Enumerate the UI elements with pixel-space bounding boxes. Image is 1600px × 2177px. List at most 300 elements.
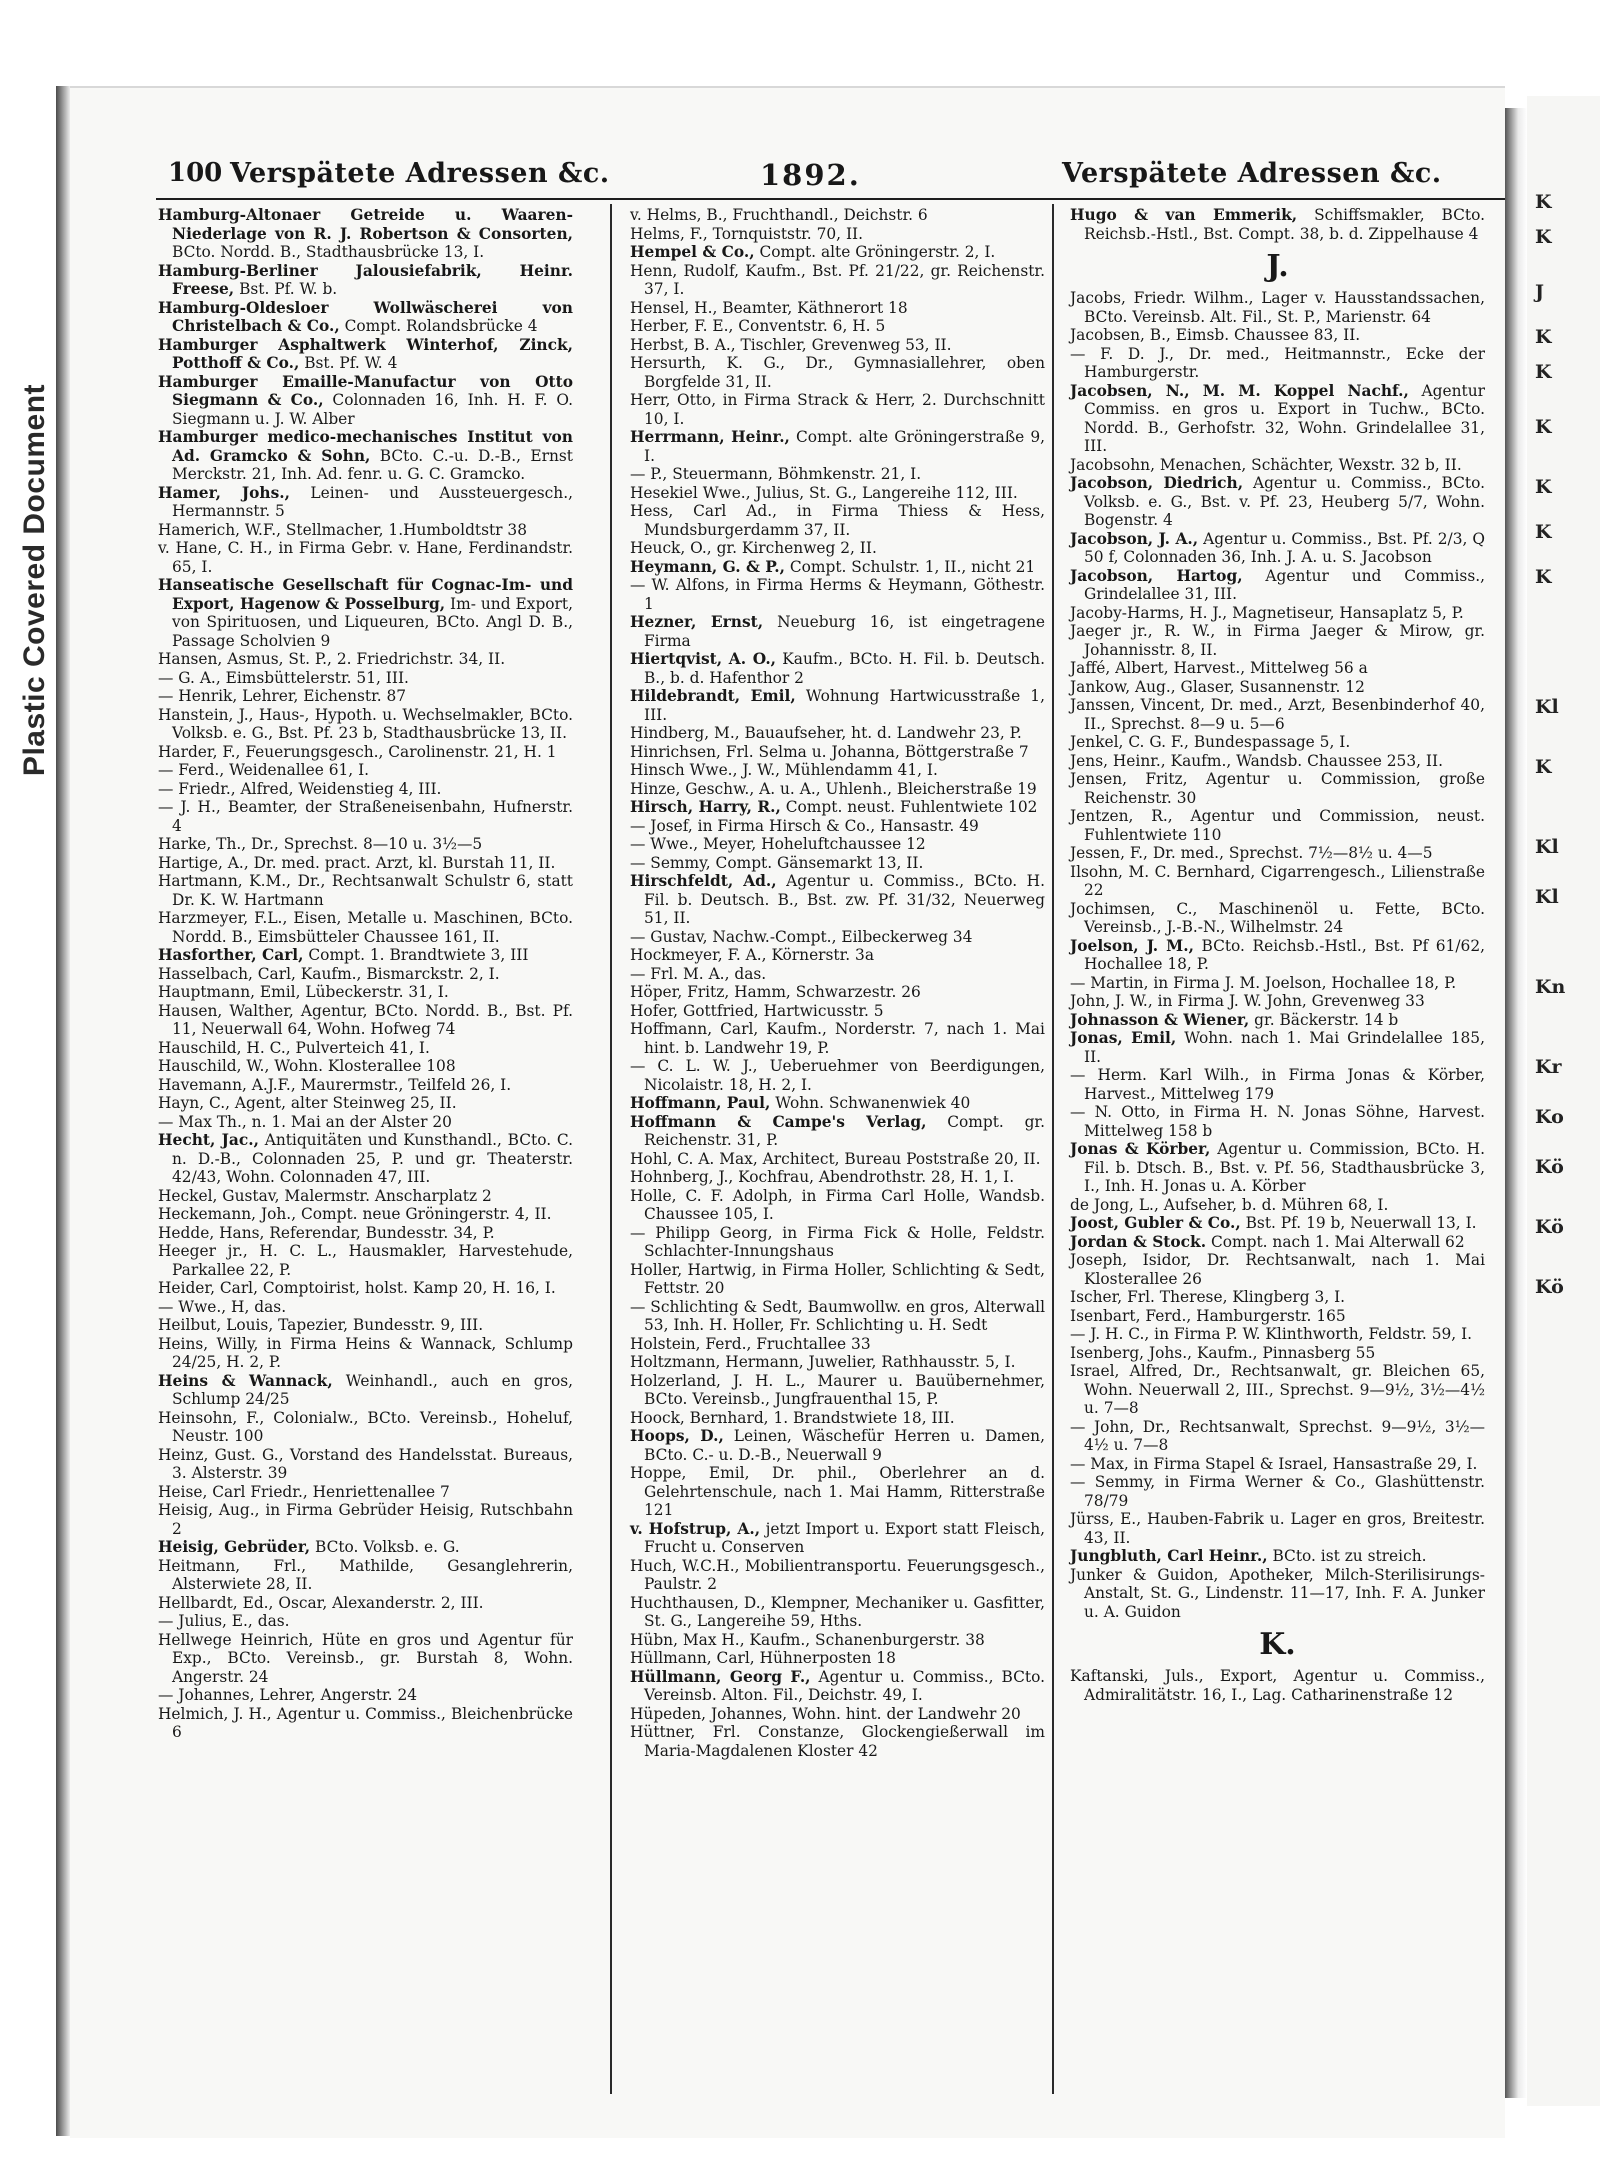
directory-entry [630,1298,1045,1335]
entry-text: Hüpeden, Johannes, Wohn. hint. der Landwehr 20 [630,1704,1021,1723]
entry-name: v. Hofstrup, A., [630,1519,761,1538]
directory-entry [158,1631,573,1687]
entry-text: John, J. W., in Firma J. W. John, Grevenweg 33 [1070,992,1425,1010]
entry-name: Hirschfeldt, Ad., [630,872,777,890]
entry-name: Hamburg-Berliner Jalousiefabrik, Heinr. Freese, [158,261,573,298]
directory-entry [1070,974,1485,993]
entry-text: Jaeger jr., R. W., in Firma Jaeger & Mirow, gr. Johannisstr. 8, II. [1070,622,1485,659]
directory-entry [630,1094,1045,1113]
next-page-fragment: K [1535,326,1552,348]
directory-entry [630,225,1045,244]
directory-entry [1070,678,1485,697]
entry-text: Herbst, B. A., Tischler, Grevenweg 53, II. [630,335,952,354]
entry-name: Hiertqvist, A. O., [630,650,777,668]
directory-entry [1070,733,1485,752]
entry-text: Compt. gr. Reichenstr. 31, P. [644,1112,1045,1149]
entry-name: Hildebrandt, Emil, [630,687,796,705]
directory-entry [1070,1566,1485,1622]
entry-text: Hartmann, K.M., Dr., Rechtsanwalt Schulstr 6, statt Dr. K. W. Hartmann [158,872,573,909]
directory-entry [1070,1307,1485,1326]
entry-name: Hamburg-Oldesloer Wollwäscherei von Christelbach & Co., [158,298,573,335]
directory-entry [630,1594,1045,1631]
directory-entry [630,1409,1045,1428]
entry-text: BCto. C.-u. D.-B., Ernst Merckstr. 21, Inh. Ad. fenr. u. G. C. Gramcko. [172,446,573,483]
directory-entry [158,336,573,373]
directory-entry [1070,844,1485,863]
entry-text: Bst. Pf. 19 b, Neuerwall 13, I. [1240,1214,1477,1232]
entry-text: — N. Otto, in Firma H. N. Jonas Söhne, Harvest. Mittelweg 158 b [1070,1103,1485,1140]
entry-name: Jonas & Körber, [1070,1140,1211,1158]
directory-entry [1070,1011,1485,1030]
directory-entry [630,336,1045,355]
entry-name: Heins & Wannack, [158,1371,333,1390]
directory-entry [630,835,1045,854]
next-page-fragment: K [1535,416,1552,438]
directory-entry [630,484,1045,503]
directory-entry [158,1686,573,1705]
entry-text: — Josef, in Firma Hirsch & Co., Hansastr. 49 [630,816,979,835]
directory-entry [1070,289,1485,326]
entry-name: Hempel & Co., [630,243,755,261]
next-page-fragment: Kl [1535,886,1559,908]
directory-entry [158,1279,573,1298]
entry-text: BCto. Reichsb.-Hstl., Bst. Pf 61/62, Hochallee 18, P. [1084,936,1486,973]
entry-name: Hamburger Asphaltwerk Winterhof, Zinck, Potthoff & Co., [158,335,573,372]
entry-name: Hecht, Jac., [158,1131,259,1149]
next-page-fragment: K [1535,191,1552,213]
entry-text: Jürss, E., Hauben-Fabrik u. Lager en gros, Breitestr. 43, II. [1070,1510,1485,1547]
directory-entry [158,576,573,650]
entry-name: Hasforther, Carl, [158,946,304,964]
entry-text: Holler, Hartwig, in Firma Holler, Schlichting & Sedt, Fettstr. 20 [630,1260,1045,1297]
directory-entry [158,1131,573,1187]
entry-text: Agentur und Commiss., Grindelallee 31, III. [1084,566,1486,603]
directory-entry [1070,1362,1485,1418]
directory-entry [158,373,573,429]
next-page-fragment: Kn [1535,976,1566,998]
entry-text: — J. H. C., in Firma P. W. Klinthworth, Feldstr. 59, I. [1070,1325,1473,1343]
entry-text: v. Hane, C. H., in Firma Gebr. v. Hane, Ferdinandstr. 65, I. [158,539,573,576]
directory-entry [1070,659,1485,678]
entry-text: BCto. ist zu streich. [1267,1547,1427,1565]
entry-text: — Semmy, in Firma Werner & Co., Glashüttenstr. 78/79 [1070,1473,1485,1510]
directory-entry [630,576,1045,613]
entry-text: — Max Th., n. 1. Mai an der Alster 20 [158,1112,452,1131]
directory-entry [630,1427,1045,1464]
entry-text: Schiffsmakler, BCto. Reichsb.-Hstl., Bst. Compt. 38, b. d. Zippelhause 4 [1084,206,1485,243]
directory-entry [630,1224,1045,1261]
entry-text: Hübn, Max H., Kaufm., Schanenburgerstr. 38 [630,1630,985,1649]
directory-entry [630,1631,1045,1650]
entry-text: Agentur u. Commiss., BCto. Vereinsb. Alton. Fil., Deichstr. 49, I. [644,1667,1045,1704]
directory-entry [1070,1196,1485,1215]
running-head-left: Verspätete Adressen &c. [230,158,610,189]
directory-entry [1070,1418,1485,1455]
entry-text: Heinz, Gust. G., Vorstand des Handelsstat. Bureaus, 3. Alsterstr. 39 [158,1445,573,1482]
next-page-fragment: K [1535,476,1552,498]
entry-text: Bst. Pf. W. 4 [299,354,398,372]
entry-text: Harder, F., Feuerungsgesch., Carolinenstr. 21, H. 1 [158,742,557,761]
entry-text: Heckel, Gustav, Malermstr. Anscharplatz 2 [158,1186,492,1205]
entry-text: — Frl. M. A., das. [630,964,767,983]
directory-entry [1070,1140,1485,1196]
entry-text: Agentur u. Commission, BCto. H. Fil. b. Dtsch. B., Bst. v. Pf. 56, Stadthausbrücke 3, I., Inh. H. Jonas u. A. Körber [1084,1140,1485,1195]
directory-entry [158,1039,573,1058]
entry-text: Hockmeyer, F. A., Körnerstr. 3a [630,946,875,964]
directory-entry [630,1057,1045,1094]
entry-text: Holstein, Ferd., Fruchtallee 33 [630,1334,871,1353]
directory-entry [630,687,1045,724]
page-number: 100 [168,158,223,188]
entry-text: jetzt Import u. Export statt Fleisch, Frucht u. Conserven [644,1519,1045,1556]
entry-text: Heise, Carl Friedr., Henriettenallee 7 [158,1482,450,1501]
directory-entry [1070,1251,1485,1288]
directory-entry [1070,474,1485,530]
entry-text: Joseph, Isidor, Dr. Rechtsanwalt, nach 1. Mai Klosterallee 26 [1070,1251,1485,1288]
entry-text: Israel, Alfred, Dr., Rechtsanwalt, gr. Bleichen 65, Wohn. Neuerwall 2, III., Sprechst. 9—9½, 3½—4½ u. 7—8 [1070,1362,1485,1417]
directory-entry [158,1612,573,1631]
directory-entry [158,687,573,706]
directory-entry [158,1298,573,1317]
directory-entry [158,669,573,688]
directory-entry [1070,1547,1485,1566]
directory-entry [630,1705,1045,1724]
entry-text: Heilbut, Louis, Tapezier, Bundesstr. 9, III. [158,1316,484,1334]
directory-entry [630,1150,1045,1169]
entry-name: Joelson, J. M., [1070,936,1194,955]
entry-text: Hartige, A., Dr. med. pract. Arzt, kl. Burstah 11, II. [158,853,556,872]
entry-name: Hoops, D., [630,1427,724,1445]
directory-entry [630,928,1045,947]
entry-text: Hansen, Asmus, St. P., 2. Friedrichstr. 34, II. [158,650,506,668]
directory-entry [1070,567,1485,604]
next-page-fragment: Kr [1535,1056,1562,1078]
directory-entry [630,1520,1045,1557]
directory-entry [630,299,1045,318]
entry-text: Hoffmann, Carl, Kaufm., Norderstr. 7, nach 1. Mai hint. b. Landwehr 19, P. [630,1020,1045,1057]
entry-text: Weinhandl., auch en gros, Schlump 24/25 [172,1371,574,1408]
entry-text: Heitmann, Frl., Mathilde, Gesanglehrerin, Alsterwiete 28, II. [158,1556,573,1593]
entry-name: Hamer, Johs., [158,483,290,502]
directory-entry [158,262,573,299]
entry-text: — F. D. J., Dr. med., Heitmannstr., Ecke der Hamburgerstr. [1070,344,1485,381]
directory-entry [1070,345,1485,382]
directory-entry [630,1261,1045,1298]
entry-text: — Gustav, Nachw.-Compt., Eilbeckerweg 34 [630,927,973,946]
directory-entry [1070,696,1485,733]
directory-page [70,86,1505,2138]
directory-entry [630,613,1045,650]
directory-entry [158,1335,573,1372]
entry-text: Wohn. nach 1. Mai Grindelallee 185, II. [1084,1029,1485,1066]
entry-text: Hüllmann, Carl, Hühnerposten 18 [630,1649,896,1667]
entry-text: Jochimsen, C., Maschinenöl u. Fette, BCto. Vereinsb., J.-B.-N., Wilhelmstr. 24 [1070,899,1485,936]
entry-text: — Henrik, Lehrer, Eichenstr. 87 [158,687,407,705]
directory-entry [158,1372,573,1409]
directory-entry [630,946,1045,965]
entry-text: Hellwege Heinrich, Hüte en gros und Agentur für Exp., BCto. Vereinsb., gr. Burstah 8, Wohn. Angerstr. 24 [158,1630,573,1686]
entry-text: Agentur u. Commiss., BCto. Volksb. e. G., Bst. v. Pf. 23, Heuberg 5/7, Wohn. Bogenstr. 4 [1084,474,1485,529]
entry-text: Kaufm., BCto. H. Fil. b. Deutsch. B., b. d. Hafenthor 2 [644,650,1045,687]
entry-text: Havemann, A.J.F., Maurermstr., Teilfeld 26, I. [158,1075,512,1094]
entry-text: Huchthausen, D., Klempner, Mechaniker u. Gasfitter, St. G., Langereihe 59, Hths. [630,1593,1045,1630]
directory-entry [1070,382,1485,456]
directory-entry [630,743,1045,762]
directory-entry [158,780,573,799]
entry-text: Hellbardt, Ed., Oscar, Alexanderstr. 2, III. [158,1593,484,1612]
entry-text: — Julius, E., das. [158,1612,290,1630]
entry-text: Holtzmann, Hermann, Juwelier, Rathhausstr. 5, I. [630,1353,1016,1371]
entry-text: BCto. Nordd. B., Stadthausbrücke 13, I. [172,243,485,261]
entry-name: Jacobson, Diedrich, [1070,474,1244,492]
entry-text: Compt. alte Gröningerstraße 9, I. [644,428,1046,465]
entry-text: — P., Steuermann, Böhmkenstr. 21, I. [630,465,922,483]
entry-text: BCto. Volksb. e. G. [310,1538,460,1556]
entry-text: Hinrichsen, Frl. Selma u. Johanna, Böttgerstraße 7 [630,742,1029,761]
side-label: Plastic Covered Document [18,383,51,777]
directory-entry [630,539,1045,558]
directory-entry [630,391,1045,428]
entry-name: Hoffmann & Campe's Verlag, [630,1112,927,1131]
entry-text: Agentur u. Commiss., Bst. Pf. 2/3, Q 50 f, Colonnaden 36, Inh. J. A. u. S. Jacobson [1084,529,1485,566]
entry-text: Harke, Th., Dr., Sprechst. 8—10 u. 3½—5 [158,835,483,853]
page-gutter-shadow [56,86,70,2136]
entry-name: Jacobsen, N., M. M. Koppel Nachf., [1070,381,1409,400]
entry-text: Hinze, Geschw., A. u. A., Uhlenh., Bleicherstraße 19 [630,779,1037,798]
directory-entry [158,1316,573,1335]
entry-text: Hanstein, J., Haus-, Hypoth. u. Wechselmakler, BCto. Volksb. e. G., Bst. Pf. 23 b, Stadthausbrücke 13, II. [158,705,573,742]
directory-entry [630,1113,1045,1150]
directory-entry [158,835,573,854]
column-1 [158,206,573,1742]
entry-text: Im- und Export, von Spirituosen, und Liqueuren, BCto. Angl D. B., Passage Scholvien 9 [172,594,573,650]
entry-text: Hersurth, K. G., Dr., Gymnasiallehrer, oben Borgfelde 31, II. [630,354,1045,391]
entry-text: Heinsohn, F., Colonialw., BCto. Vereinsb., Hoheluf, Neustr. 100 [158,1408,573,1445]
entry-text: Leinen- und Aussteuergesch., Hermannstr. 5 [172,483,574,520]
entry-name: Hamburger Emaille-Manufactur von Otto Siegmann & Co., [158,372,573,409]
entry-text: — Max, in Firma Stapel & Israel, Hansastraße 29, I. [1070,1454,1478,1473]
entry-name: Jungbluth, Carl Heinr., [1070,1547,1268,1565]
next-page-gutter [1505,108,1527,2098]
entry-text: Jacobsohn, Menachen, Schächter, Wexstr. 32 b, II. [1070,455,1462,474]
entry-text: Isenbart, Ferd., Hamburgerstr. 165 [1070,1306,1346,1325]
directory-entry [630,872,1045,928]
directory-entry [630,817,1045,836]
entry-text: Hausen, Walther, Agentur, BCto. Nordd. B., Bst. Pf. 11, Neuerwall 64, Wohn. Hofweg 74 [158,1001,573,1038]
directory-entry [1070,1288,1485,1307]
directory-entry [630,317,1045,336]
entry-text: — Wwe., Meyer, Hoheluftchaussee 12 [630,835,926,853]
directory-entry [158,484,573,521]
entry-text: Agentur Commiss. en gros u. Export in Tuchw., BCto. Nordd. B., Gerhofstr. 32, Wohn. Grindelallee 31, III. [1084,381,1485,455]
entry-text: — Wwe., H, das. [158,1297,287,1316]
directory-entry [630,206,1045,225]
directory-entry [630,798,1045,817]
entry-name: Joost, Gubler & Co., [1070,1214,1241,1232]
entry-name: Hanseatische Gesellschaft für Cognac-Im- und Export, Hagenow & Posselburg, [158,576,573,613]
entry-text: — Friedr., Alfred, Weidenstieg 4, III. [158,779,442,798]
entry-text: Ischer, Frl. Therese, Klingberg 3, I. [1070,1288,1346,1306]
directory-entry [1070,1325,1485,1344]
entry-text: Jaffé, Albert, Harvest., Mittelweg 56 a [1070,659,1368,677]
next-page-fragment: Kl [1535,696,1559,718]
entry-text: Jacobs, Friedr. Wilhm., Lager v. Hausstandssachen, BCto. Vereinsb. Alt. Fil., St. P., Marienstr. 64 [1070,289,1485,326]
directory-entry [158,1187,573,1206]
directory-entry [1070,604,1485,623]
entry-text: Antiquitäten und Kunsthandl., BCto. C. n. D.-B., Colonnaden 25, P. und gr. Theaterstr. 42/43, Wohn. Colonnaden 47, III. [172,1131,573,1186]
directory-entry [630,1020,1045,1057]
entry-text: Jessen, F., Dr. med., Sprechst. 7½—8½ u. 4—5 [1070,844,1433,862]
directory-entry [158,1409,573,1446]
entry-text: Herber, F. E., Conventstr. 6, H. 5 [630,317,886,335]
entry-text: — Ferd., Weidenallee 61, I. [158,761,370,779]
entry-text: Huch, W.C.H., Mobilientransportu. Feuerungsgesch., Paulstr. 2 [630,1556,1045,1593]
directory-entry [1070,770,1485,807]
entry-text: Hoock, Bernhard, 1. Brandstwiete 18, III. [630,1408,955,1427]
directory-entry [158,1113,573,1132]
entry-text: Junker & Guidon, Apotheker, Milch-Sterilisirungs-Anstalt, St. G., Lindenstr. 11—17, Inh. F. A. Junker u. A. Guidon [1070,1565,1485,1621]
entry-text: Heider, Carl, Comptoirist, holst. Kamp 20, H. 16, I. [158,1279,556,1297]
directory-entry [630,761,1045,780]
entry-text: — John, Dr., Rechtsanwalt, Sprechst. 9—9½, 3½—4½ u. 7—8 [1070,1417,1485,1454]
directory-entry [1070,900,1485,937]
entry-text: Hasselbach, Carl, Kaufm., Bismarckstr. 2, I. [158,964,500,983]
entry-text: Wohn. Schwanenwiek 40 [770,1094,971,1112]
directory-entry [1070,456,1485,475]
entry-text: — G. A., Eimsbüttelerstr. 51, III. [158,668,409,687]
directory-entry [630,1649,1045,1668]
entry-name: Heymann, G. & P., [630,557,785,576]
entry-text: — Johannes, Lehrer, Angerstr. 24 [158,1686,418,1704]
directory-entry [158,206,573,262]
entry-text: Hinsch Wwe., J. W., Mühlendamm 41, I. [630,761,938,779]
entry-text: Compt. Schulstr. 1, II., nicht 21 [784,557,1036,576]
directory-entry [630,262,1045,299]
entry-text: — Schlichting & Sedt, Baumwollw. en gros, Alterwall 53, Inh. H. Holler, Fr. Schlichting u. H. Sedt [630,1297,1045,1334]
entry-text: Jensen, Fritz, Agentur u. Commission, große Reichenstr. 30 [1070,770,1485,807]
directory-entry [1070,1667,1485,1704]
directory-entry [630,558,1045,577]
directory-entry [158,1446,573,1483]
directory-entry [1070,937,1485,974]
entry-text: Heckemann, Joh., Compt. neue Gröningerstr. 4, II. [158,1205,552,1223]
directory-entry [630,1335,1045,1354]
entry-text: Hüttner, Frl. Constanze, Glockengießerwall im Maria-Magdalenen Kloster 42 [630,1723,1045,1760]
next-page-fragment: Kl [1535,836,1559,858]
directory-entry [158,872,573,909]
directory-entry [630,724,1045,743]
entry-text: — Martin, in Firma J. M. Joelson, Hochallee 18, P. [1070,973,1457,992]
entry-text: Heins, Willy, in Firma Heins & Wannack, Schlump 24/25, H. 2, P. [158,1334,573,1371]
entry-text: Bst. Pf. W. b. [234,280,338,298]
entry-text: Herr, Otto, in Firma Strack & Herr, 2. Durchschnitt 10, I. [630,391,1045,428]
entry-text: Agentur u. Commiss., BCto. H. Fil. b. Deutsch. B., Bst. zw. Pf. 31/32, Neuerweg 51, II. [644,872,1045,927]
entry-text: v. Helms, B., Fruchthandl., Deichstr. 6 [630,206,928,224]
entry-text: Jacobsen, B., Eimsb. Chaussee 83, II. [1070,326,1361,344]
directory-entry [1070,1029,1485,1066]
entry-name: Johnasson & Wiener, [1070,1010,1250,1029]
entry-text: Jenkel, C. G. F., Bundespassage 5, I. [1070,733,1351,751]
directory-entry [630,1353,1045,1372]
entry-text: Neueburg 16, ist eingetragene Firma [644,613,1045,650]
entry-text: Höper, Fritz, Hamm, Schwarzestr. 26 [630,983,921,1001]
entry-name: Hüllmann, Georg F., [630,1667,811,1686]
entry-name: Hamburg-Altonaer Getreide u. Waaren-Niederlage von R. J. Robertson & Consorten, [158,206,573,243]
section-letter: K. [1259,1627,1296,1662]
directory-entry [1070,1214,1485,1233]
entry-text: Hohl, C. A. Max, Architect, Bureau Poststraße 20, II. [630,1149,1041,1168]
entry-text: — Herm. Karl Wilh., in Firma Jonas & Körber, Harvest., Mittelweg 179 [1070,1066,1485,1103]
entry-text: Kaftanski, Juls., Export, Agentur u. Commiss., Admiralitätstr. 16, I., Lag. Catharinenstraße 12 [1070,1667,1485,1704]
entry-text: Jacoby-Harms, H. J., Magnetiseur, Hansaplatz 5, P. [1070,603,1464,622]
directory-entry [630,1557,1045,1594]
entry-text: Heisig, Aug., in Firma Gebrüder Heisig, Rutschbahn 2 [158,1501,573,1538]
entry-name: Heisig, Gebrüder, [158,1538,311,1556]
directory-entry [630,465,1045,484]
column-2 [630,206,1045,1760]
directory-entry [158,1224,573,1243]
entry-text: Hoppe, Emil, Dr. phil., Oberlehrer an d. Gelehrtenschule, nach 1. Mai Hamm, Ritterstraße 121 [630,1464,1045,1519]
directory-entry [158,706,573,743]
entry-text: Isenberg, Johs., Kaufm., Pinnasberg 55 [1070,1343,1376,1362]
next-page-fragment: Kö [1535,1216,1564,1238]
entry-name: Hezner, Ernst, [630,613,764,631]
directory-entry [630,1187,1045,1224]
column-divider [610,204,612,2094]
directory-entry [158,965,573,984]
directory-entry [158,1094,573,1113]
directory-entry [158,1057,573,1076]
directory-entry [1070,206,1485,243]
running-head-right: Verspätete Adressen &c. [1062,158,1442,189]
entry-text: Helmich, J. H., Agentur u. Commiss., Bleichenbrücke 6 [158,1704,573,1741]
directory-entry [630,1464,1045,1520]
entry-text: Jentzen, R., Agentur und Commission, neust. Fuhlentwiete 110 [1070,807,1485,844]
next-page-fragment: K [1535,756,1552,778]
directory-entry [158,1538,573,1557]
directory-entry [1070,1103,1485,1140]
directory-entry [1070,1455,1485,1474]
directory-entry [630,1668,1045,1705]
directory-entry [1070,1473,1485,1510]
directory-entry [158,983,573,1002]
entry-text: Heeger jr., H. C. L., Hausmakler, Harvestehude, Parkallee 22, P. [158,1242,573,1279]
entry-text: Hayn, C., Agent, alter Steinweg 25, II. [158,1094,457,1112]
entry-text: Compt. nach 1. Mai Alterwall 62 [1206,1232,1465,1251]
directory-entry [158,909,573,946]
directory-entry [1070,530,1485,567]
entry-text: — Semmy, Compt. Gänsemarkt 13, II. [630,853,924,872]
directory-entry [158,539,573,576]
next-page-fragment: Kö [1535,1276,1564,1298]
entry-name: Jacobson, J. A., [1070,529,1199,548]
entry-text: — J. H., Beamter, der Straßeneisenbahn, Hufnerstr. 4 [158,798,573,835]
directory-entry [1070,807,1485,844]
directory-entry [1070,863,1485,900]
next-page-fragment: Kö [1535,1156,1564,1178]
directory-entry [158,521,573,540]
directory-entry [1070,992,1485,1011]
entry-name: Jacobson, Hartog, [1070,566,1243,585]
entry-name: Hamburger medico-mechanisches Institut von Ad. Gramcko & Sohn, [158,428,573,465]
directory-entry [158,1594,573,1613]
column-divider [1052,204,1054,2094]
directory-entry [158,1501,573,1538]
directory-entry [630,1168,1045,1187]
entry-text: Holle, C. F. Adolph, in Firma Carl Holle, Wandsb. Chaussee 105, I. [630,1186,1045,1223]
directory-entry [1070,1510,1485,1547]
directory-entry [158,1205,573,1224]
